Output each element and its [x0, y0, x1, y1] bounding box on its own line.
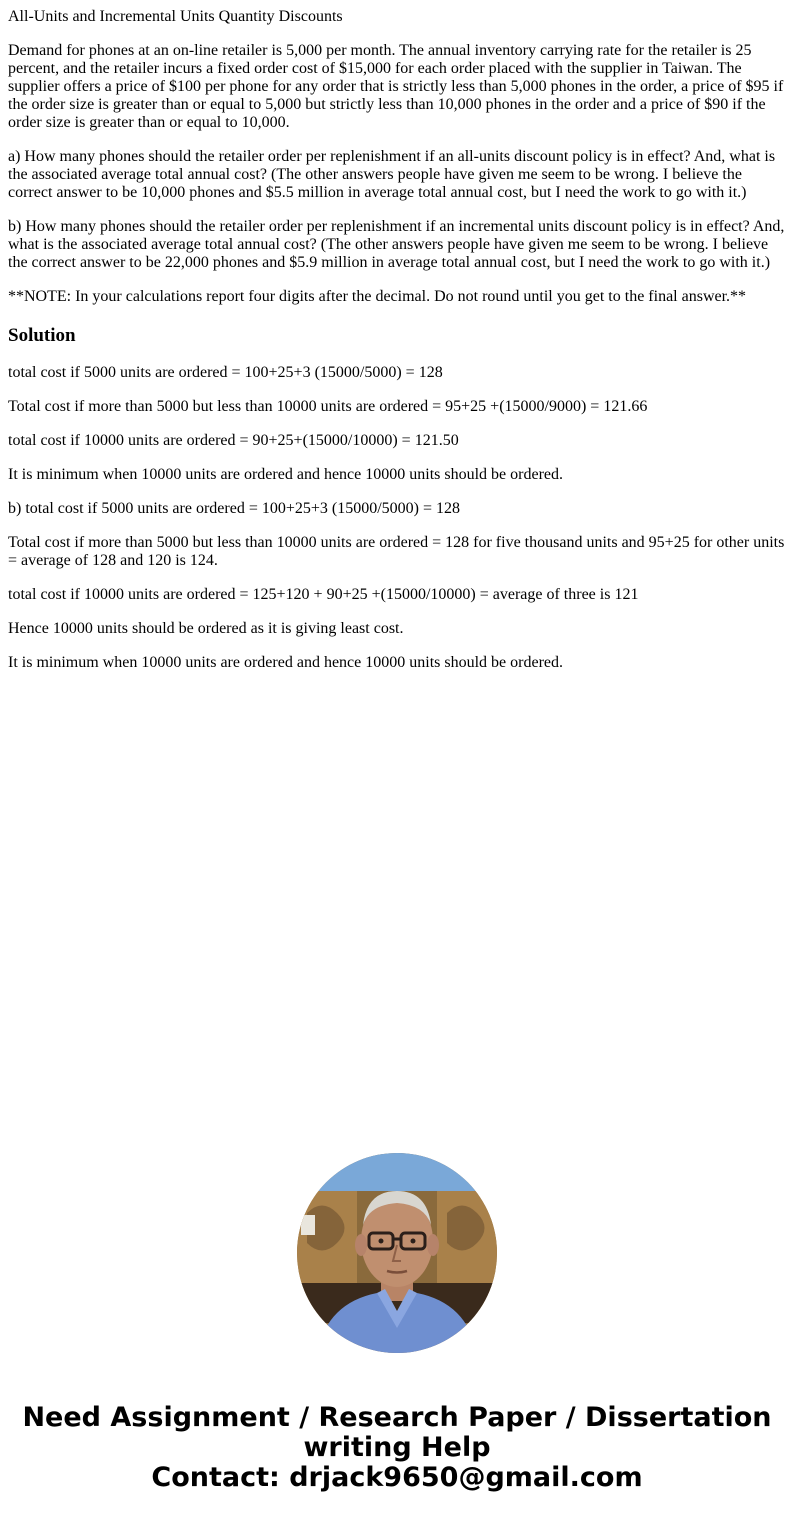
- promo-contact: Contact: drjack9650@gmail.com: [151, 1462, 643, 1493]
- document-title: All-Units and Incremental Units Quantity Discounts: [8, 8, 343, 25]
- solution-line: It is minimum when 10000 units are ordered and hence 10000 units should be ordered.: [8, 654, 563, 671]
- question-a: a) How many phones should the retailer order per replenishment if an all-units discount policy is in effect? And, what is the associated average total annual cost? (The other answers people have given me seem to be wrong. I believe the correct answer to be 10,000 phones and $5.5 million in average total annual cost, but I need the work to go with it.): [8, 148, 776, 201]
- solution-line: b) total cost if 5000 units are ordered = 100+25+3 (15000/5000) = 128: [8, 500, 461, 517]
- solution-line: Total cost if more than 5000 but less than 10000 units are ordered = 95+25 +(15000/9000) = 121.66: [8, 398, 648, 415]
- solution-line: It is minimum when 10000 units are ordered and hence 10000 units should be ordered.: [8, 466, 563, 483]
- promo-banner: [0, 1403, 794, 1493]
- question-b: b) How many phones should the retailer order per replenishment if an incremental units discount policy is in effect? And, what is the associated average total annual cost? (The other answers people have given me seem to be wrong. I believe the correct answer to be 22,000 phones and $5.9 million in average total annual cost, but I need the work to go with it.): [8, 218, 785, 271]
- solution-line: Total cost if more than 5000 but less than 10000 units are ordered = 128 for five thousand units and 95+25 for other units = average of 128 and 120 is 124.: [8, 534, 785, 569]
- solution-line: total cost if 10000 units are ordered = 90+25+(15000/10000) = 121.50: [8, 432, 459, 449]
- promo-line-1: Need Assignment / Research Paper / Dissertation: [22, 1402, 772, 1433]
- tutor-avatar: [297, 1153, 497, 1353]
- document-body: [8, 8, 786, 688]
- question-intro: Demand for phones at an on-line retailer is 5,000 per month. The annual inventory carrying rate for the retailer is 25 percent, and the retailer incurs a fixed order cost of $15,000 for each order placed with the supplier in Taiwan. The supplier offers a price of $100 per phone for any order that is strictly less than 5,000 phones in the order, a price of $95 if the order size is greater than or equal to 5,000 but strictly less than 10,000 phones in the order and a price of $90 if the order size is greater than or equal to 10,000.: [8, 42, 784, 131]
- solution-line: total cost if 5000 units are ordered = 100+25+3 (15000/5000) = 128: [8, 364, 443, 381]
- calculation-note: **NOTE: In your calculations report four digits after the decimal. Do not round until you get to the final answer.**: [8, 288, 747, 305]
- solution-line: Hence 10000 units should be ordered as it is giving least cost.: [8, 620, 404, 637]
- tutor-portrait-icon: [297, 1153, 497, 1353]
- solution-line: total cost if 10000 units are ordered = 125+120 + 90+25 +(15000/10000) = average of three is 121: [8, 586, 639, 603]
- promo-line-2: writing Help: [303, 1432, 491, 1463]
- solution-heading: Solution: [8, 325, 76, 346]
